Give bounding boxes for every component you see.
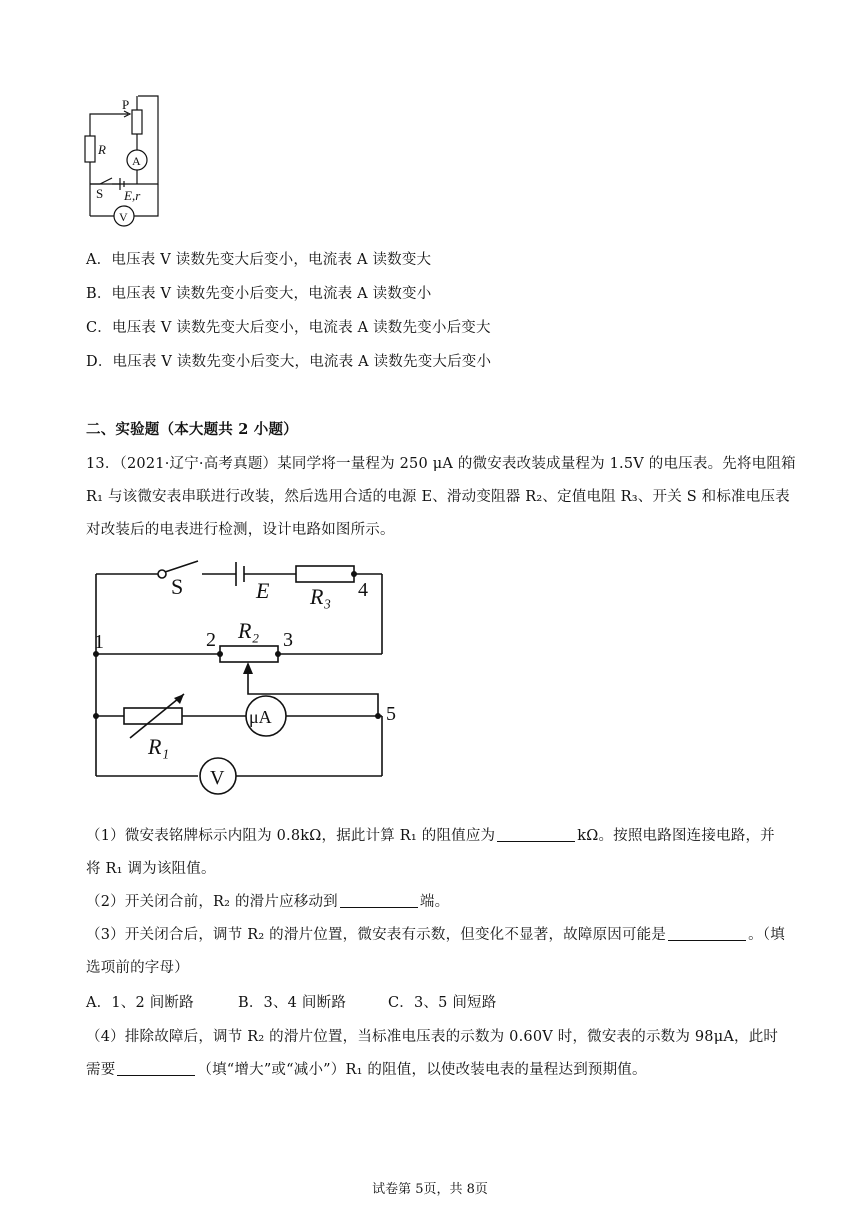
fig1-label-r: R — [98, 142, 106, 157]
part-4-line-1: （4）排除故障后，调节 R₂ 的滑片位置，当标准电压表的示数为 0.60V 时，微安表的示数为 98μA，此时 — [86, 1029, 779, 1045]
choice-a: A．1、2 间断路 — [86, 995, 194, 1011]
part-3-choices — [86, 991, 496, 1012]
fig2-label-s: S — [171, 574, 184, 599]
fig1-label-a: A — [132, 154, 141, 168]
circuit-figure-1 — [80, 88, 170, 230]
part-2-line — [86, 890, 449, 911]
q13-line-3: 对改装后的电表进行检测，设计电路如图所示。 — [86, 522, 395, 538]
fig1-label-p: P — [122, 97, 130, 112]
part-2-text-a: （2）开关闭合前，R₂ 的滑片应移动到 — [86, 894, 338, 910]
fig2-label-4: 4 — [358, 579, 368, 601]
option-a: A．电压表 V 读数先变大后变小，电流表 A 读数变大 — [86, 252, 432, 268]
fig1-label-er: E,r — [124, 188, 141, 203]
part-2-text-b: 端。 — [419, 894, 450, 910]
part-3-line-2: 选项前的字母） — [86, 960, 189, 976]
fig2-label-r3: R₃ — [310, 584, 332, 609]
section-title: 二、实验题（本大题共 2 小题） — [86, 421, 298, 438]
fig2-label-e: E — [256, 578, 270, 603]
part-1-line-2: 将 R₁ 调为该阻值。 — [86, 861, 216, 877]
fig2-label-v: V — [210, 767, 225, 789]
fig2-label-ua: μA — [249, 707, 272, 727]
circuit-figure-2 — [86, 558, 406, 808]
fig2-label-5: 5 — [386, 703, 396, 725]
part-1-text-b: kΩ。按照电路图连接电路，并 — [577, 828, 775, 844]
fig2-label-r1: R₁ — [148, 734, 170, 759]
fig1-label-s: S — [96, 186, 104, 201]
q13-line-2: R₁ 与该微安表串联进行改装，然后选用合适的电源 E、滑动变阻器 R₂、定值电阻 R₃、开关 S 和标准电压表 — [86, 489, 790, 505]
part-4-line-2 — [86, 1058, 647, 1079]
part-4-text-b: 需要 — [86, 1062, 116, 1078]
choice-c: C．3、5 间短路 — [388, 995, 497, 1011]
answer-blank-4[interactable] — [117, 1061, 195, 1076]
fig1-label-v: V — [119, 210, 128, 224]
choice-b: B．3、4 间断路 — [238, 995, 347, 1011]
option-d: D．电压表 V 读数先变小后变大，电流表 A 读数先变大后变小 — [86, 354, 492, 370]
part-3-line-1 — [86, 923, 785, 944]
option-b: B．电压表 V 读数先变小后变大，电流表 A 读数变小 — [86, 286, 432, 302]
page-footer: 试卷第 5页，共 8页 — [372, 1182, 488, 1197]
option-c: C．电压表 V 读数先变大后变小，电流表 A 读数先变小后变大 — [86, 320, 491, 336]
fig2-label-1: 1 — [94, 631, 104, 653]
fig2-label-3: 3 — [283, 629, 293, 651]
fig2-label-2: 2 — [206, 629, 216, 651]
part-3-text-b: 。（填 — [748, 927, 785, 943]
part-1-text-a: （1）微安表铭牌标示内阻为 0.8kΩ，据此计算 R₁ 的阻值应为 — [86, 828, 496, 844]
part-4-text-c: （填“增大”或“减小”）R₁ 的阻值，以使改装电表的量程达到预期值。 — [197, 1062, 647, 1078]
answer-blank-1[interactable] — [497, 827, 575, 842]
fig2-label-r2: R₂ — [238, 618, 260, 643]
answer-blank-3[interactable] — [668, 926, 746, 941]
part-3-text-a: （3）开关闭合后，调节 R₂ 的滑片位置，微安表有示数，但变化不显著，故障原因可能是 — [86, 927, 667, 943]
q13-line-1: 13．（2021·辽宁·高考真题）某同学将一量程为 250 μA 的微安表改装成量程为 1.5V 的电压表。先将电阻箱 — [86, 456, 796, 472]
answer-blank-2[interactable] — [340, 893, 418, 908]
part-1-line-1 — [86, 824, 775, 845]
